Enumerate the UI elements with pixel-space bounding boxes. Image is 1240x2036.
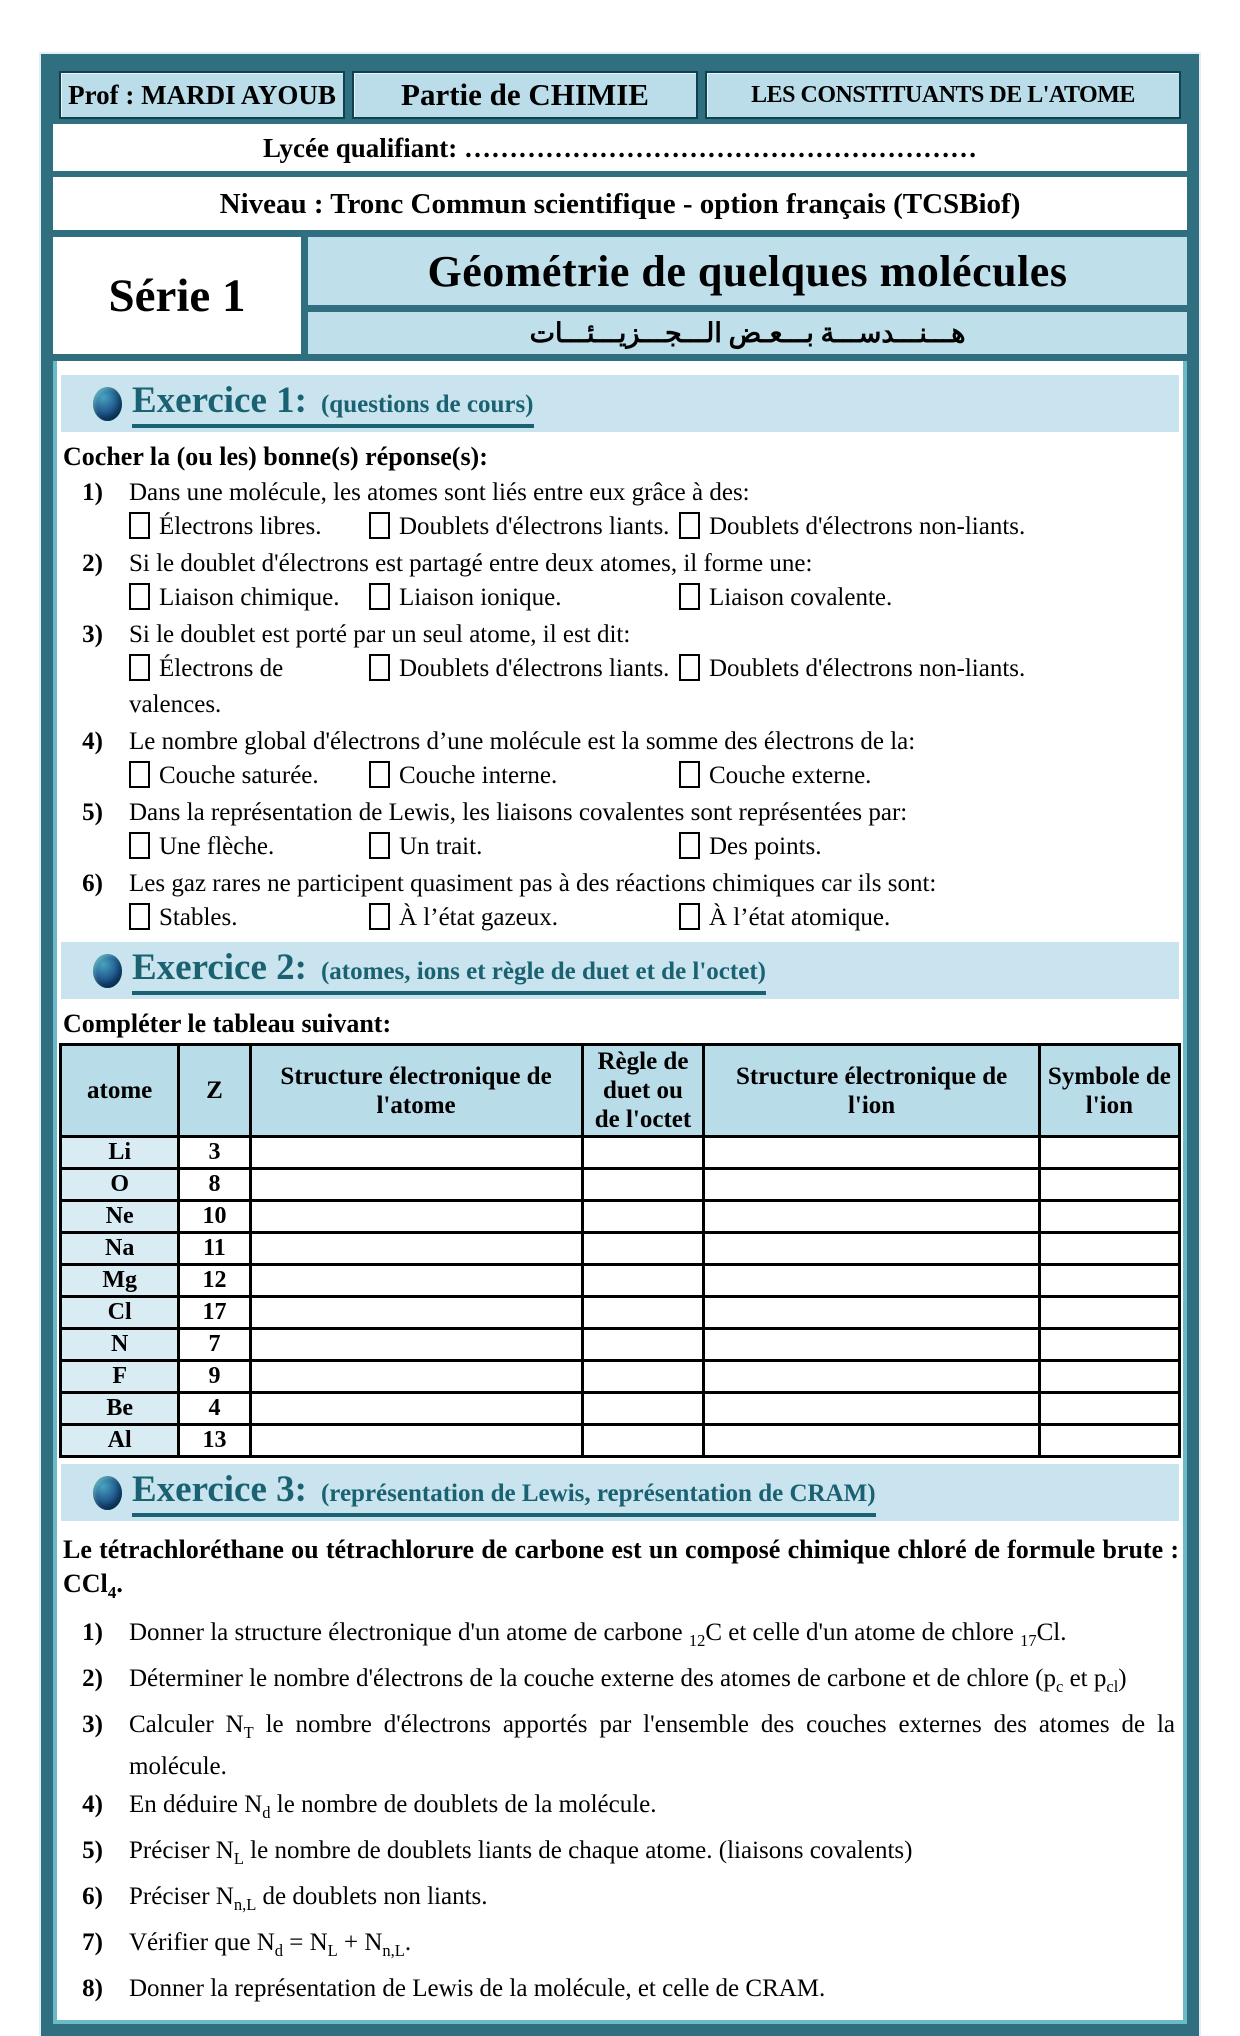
checkbox[interactable]	[369, 903, 390, 930]
empty-cell	[582, 1265, 704, 1297]
column-header: Structure électronique de l'atome	[250, 1045, 582, 1137]
question-text: Si le doublet est porté par un seul atome, il est dit:	[129, 621, 631, 648]
empty-cell	[1039, 1425, 1179, 1457]
question-text: En déduire $N_d$ le nombre de doublets de la molécule.	[129, 1791, 657, 1823]
table-row	[61, 1169, 1180, 1201]
question-number: 2)	[82, 550, 103, 577]
question-number: 6)	[82, 1883, 103, 1911]
worksheet-title: Géométrie de quelques molécules	[308, 237, 1187, 312]
question-number: 6)	[82, 870, 103, 897]
empty-cell	[582, 1233, 704, 1265]
question-number: 3)	[82, 621, 103, 648]
exercise2-subtitle: (atomes, ions et règle de duet et de l'octet)	[320, 958, 766, 985]
option-label: Électrons libres.	[159, 513, 322, 540]
exercise2-banner	[61, 942, 1179, 999]
sphere-icon	[93, 387, 122, 421]
empty-cell	[704, 1201, 1039, 1233]
question-number: 4)	[82, 728, 103, 755]
option-label: Électrons de valences.	[129, 655, 284, 718]
checkbox[interactable]	[679, 761, 700, 788]
question-text: Déterminer le nombre d'électrons de la couche externe des atomes de carbone et de chlore ($p_c$ et $p_{cl}$)	[129, 1665, 1127, 1697]
column-header: Structure électronique de l'ion	[704, 1045, 1039, 1137]
option-label: Doublets d'électrons liants.	[399, 513, 670, 540]
empty-cell	[1039, 1265, 1179, 1297]
question-number: 1)	[82, 479, 103, 506]
empty-cell	[250, 1169, 582, 1201]
question-number: 1)	[82, 1619, 103, 1647]
school-line: Lycée qualifiant: …………………………………………………	[53, 124, 1187, 177]
question-number: 3)	[82, 1711, 103, 1739]
empty-cell	[250, 1361, 582, 1393]
option-label: Liaison ionique.	[399, 584, 562, 611]
exercise3-subtitle: (représentation de Lewis, représentation de CRAM)	[320, 1480, 876, 1507]
empty-cell	[1039, 1393, 1179, 1425]
question-text: Vérifier que $N_d = N_L + N_{n,L}$.	[129, 1929, 412, 1961]
question-4	[59, 1788, 1181, 1830]
question-2	[59, 547, 1181, 616]
exercise3-title: Exercice 3:	[132, 1469, 307, 1510]
question-text: Les gaz rares ne participent quasiment pas à des réactions chimiques car ils sont:	[129, 870, 937, 897]
question-6	[59, 1880, 1181, 1922]
atom-symbol: Na	[61, 1233, 179, 1265]
topic-cell: LES CONSTITUANTS DE L'ATOME	[705, 71, 1181, 119]
option-label: Un trait.	[399, 833, 483, 860]
question-4	[59, 725, 1181, 794]
question-text: Préciser $N_{n,L}$ de doublets non liants.	[129, 1883, 488, 1915]
worksheet-title-arabic: هـــنـــدســـة بـــعـض الـــجـــزيـــئـــات	[308, 312, 1187, 354]
atoms-table	[59, 1043, 1181, 1458]
empty-cell	[250, 1425, 582, 1457]
checkbox[interactable]	[129, 512, 150, 539]
atom-symbol: Be	[61, 1393, 179, 1425]
checkbox[interactable]	[369, 761, 390, 788]
option-label: Couche saturée.	[159, 762, 319, 789]
level-line: Niveau : Tronc Commun scientifique - option français (TCSBiof)	[53, 177, 1187, 237]
checkbox[interactable]	[129, 832, 150, 859]
sphere-icon	[93, 954, 122, 988]
title-band	[53, 237, 1187, 361]
atom-symbol: Cl	[61, 1297, 179, 1329]
atom-symbol: F	[61, 1361, 179, 1393]
table-row	[61, 1233, 1180, 1265]
empty-cell	[250, 1265, 582, 1297]
question-1	[59, 476, 1181, 545]
empty-cell	[704, 1393, 1039, 1425]
empty-cell	[582, 1425, 704, 1457]
question-3	[59, 1708, 1181, 1784]
table-row	[61, 1201, 1180, 1233]
empty-cell	[250, 1233, 582, 1265]
question-number: 4)	[82, 1791, 103, 1819]
checkbox[interactable]	[129, 903, 150, 930]
question-8	[59, 1972, 1181, 2006]
checkbox[interactable]	[679, 903, 700, 930]
table-header-row	[61, 1045, 1180, 1137]
sphere-icon	[93, 1476, 122, 1510]
atom-symbol: Al	[61, 1425, 179, 1457]
empty-cell	[1039, 1329, 1179, 1361]
question-number: 2)	[82, 1665, 103, 1693]
atomic-number: 4	[179, 1393, 250, 1425]
atom-symbol: Li	[61, 1137, 179, 1169]
empty-cell	[704, 1425, 1039, 1457]
question-6	[59, 867, 1181, 936]
atomic-number: 3	[179, 1137, 250, 1169]
option-label: Liaison chimique.	[159, 584, 340, 611]
empty-cell	[1039, 1137, 1179, 1169]
exercise2-title: Exercice 2:	[132, 947, 307, 988]
question-number: 5)	[82, 799, 103, 826]
option-label: Doublets d'électrons liants.	[399, 655, 670, 682]
empty-cell	[582, 1201, 704, 1233]
empty-cell	[704, 1329, 1039, 1361]
question-1	[59, 1616, 1181, 1658]
question-3	[59, 618, 1181, 723]
option-label: À l’état gazeux.	[399, 904, 558, 931]
option-label: Couche externe.	[709, 762, 872, 789]
empty-cell	[250, 1137, 582, 1169]
series-label: Série 1	[53, 237, 308, 354]
empty-cell	[1039, 1233, 1179, 1265]
checkbox[interactable]	[129, 654, 150, 681]
atomic-number: 9	[179, 1361, 250, 1393]
empty-cell	[250, 1201, 582, 1233]
exercise3-intro: Le tétrachloréthane ou tétrachlorure de carbone est un composé chimique chloré de formule brute : CCl$_4$.	[63, 1535, 1179, 1603]
checkbox[interactable]	[679, 583, 700, 610]
exercise1-subtitle: (questions de cours)	[320, 391, 534, 418]
column-header: Z	[179, 1045, 250, 1137]
empty-cell	[704, 1361, 1039, 1393]
question-number: 8)	[82, 1975, 103, 2003]
empty-cell	[1039, 1201, 1179, 1233]
column-header: Règle de duet ou de l'octet	[582, 1045, 704, 1137]
option-label: Couche interne.	[399, 762, 558, 789]
question-5	[59, 1834, 1181, 1876]
empty-cell	[704, 1233, 1039, 1265]
option-label: Une flèche.	[159, 833, 275, 860]
empty-cell	[704, 1137, 1039, 1169]
empty-cell	[582, 1361, 704, 1393]
question-text: Le nombre global d'électrons d’une molécule est la somme des électrons de la:	[129, 728, 916, 755]
empty-cell	[704, 1297, 1039, 1329]
checkbox[interactable]	[679, 512, 700, 539]
option-label: Stables.	[159, 904, 238, 931]
question-text: Dans une molécule, les atomes sont liés entre eux grâce à des:	[129, 479, 750, 506]
option-label: Doublets d'électrons non-liants.	[709, 513, 1026, 540]
atom-symbol: O	[61, 1169, 179, 1201]
worksheet-page	[41, 54, 1199, 2036]
atom-symbol: N	[61, 1329, 179, 1361]
column-header: atome	[61, 1045, 179, 1137]
atomic-number: 12	[179, 1265, 250, 1297]
question-7	[59, 1926, 1181, 1968]
question-text: Calculer $N_T$ le nombre d'électrons apportés par l'ensemble des couches externes des atomes de la molécule.	[129, 1711, 1176, 1781]
table-row	[61, 1297, 1180, 1329]
table-row	[61, 1393, 1180, 1425]
question-text: Si le doublet d'électrons est partagé entre deux atomes, il forme une:	[129, 550, 813, 577]
empty-cell	[1039, 1297, 1179, 1329]
subject-cell: Partie de CHIMIE	[352, 71, 698, 119]
atom-symbol: Ne	[61, 1201, 179, 1233]
empty-cell	[582, 1329, 704, 1361]
checkbox[interactable]	[369, 512, 390, 539]
question-text: Préciser $N_L$ le nombre de doublets liants de chaque atome. (liaisons covalents)	[129, 1837, 913, 1869]
checkbox[interactable]	[679, 654, 700, 681]
checkbox[interactable]	[369, 832, 390, 859]
exercise1-instruction: Cocher la (ou les) bonne(s) réponse(s):	[63, 442, 488, 471]
exercise1-title: Exercice 1:	[132, 380, 307, 421]
empty-cell	[250, 1329, 582, 1361]
question-text: Donner la représentation de Lewis de la molécule, et celle de CRAM.	[129, 1975, 826, 2003]
empty-cell	[582, 1297, 704, 1329]
option-label: À l’état atomique.	[709, 904, 891, 931]
exercise1-banner	[61, 375, 1179, 432]
checkbox[interactable]	[129, 583, 150, 610]
question-text: Donner la structure électronique d'un atome de carbone $_{12}$C et celle d'un atome de chlore $_{17}$Cl.	[129, 1619, 1067, 1651]
empty-cell	[250, 1393, 582, 1425]
checkbox[interactable]	[369, 654, 390, 681]
question-number: 7)	[82, 1929, 103, 1957]
table-row	[61, 1329, 1180, 1361]
table-row	[61, 1137, 1180, 1169]
empty-cell	[704, 1169, 1039, 1201]
checkbox[interactable]	[369, 583, 390, 610]
empty-cell	[704, 1265, 1039, 1297]
option-label: Doublets d'électrons non-liants.	[709, 655, 1026, 682]
exercise2-instruction: Compléter le tableau suivant:	[63, 1009, 392, 1038]
option-label: Liaison covalente.	[709, 584, 893, 611]
question-text: Dans la représentation de Lewis, les liaisons covalentes sont représentées par:	[129, 799, 908, 826]
empty-cell	[250, 1297, 582, 1329]
atomic-number: 11	[179, 1233, 250, 1265]
table-row	[61, 1425, 1180, 1457]
atomic-number: 13	[179, 1425, 250, 1457]
column-header: Symbole de l'ion	[1039, 1045, 1179, 1137]
atomic-number: 17	[179, 1297, 250, 1329]
question-number: 5)	[82, 1837, 103, 1865]
atomic-number: 7	[179, 1329, 250, 1361]
option-label: Des points.	[709, 833, 822, 860]
question-2	[59, 1662, 1181, 1704]
checkbox[interactable]	[129, 761, 150, 788]
empty-cell	[1039, 1169, 1179, 1201]
prof-cell: Prof : MARDI AYOUB	[59, 71, 345, 119]
atomic-number: 10	[179, 1201, 250, 1233]
atomic-number: 8	[179, 1169, 250, 1201]
checkbox[interactable]	[679, 832, 700, 859]
empty-cell	[582, 1137, 704, 1169]
header-band	[53, 66, 1187, 124]
empty-cell	[582, 1393, 704, 1425]
table-row	[61, 1265, 1180, 1297]
atom-symbol: Mg	[61, 1265, 179, 1297]
empty-cell	[582, 1169, 704, 1201]
table-row	[61, 1361, 1180, 1393]
exercise3-banner	[61, 1464, 1179, 1521]
empty-cell	[1039, 1361, 1179, 1393]
question-5	[59, 796, 1181, 865]
